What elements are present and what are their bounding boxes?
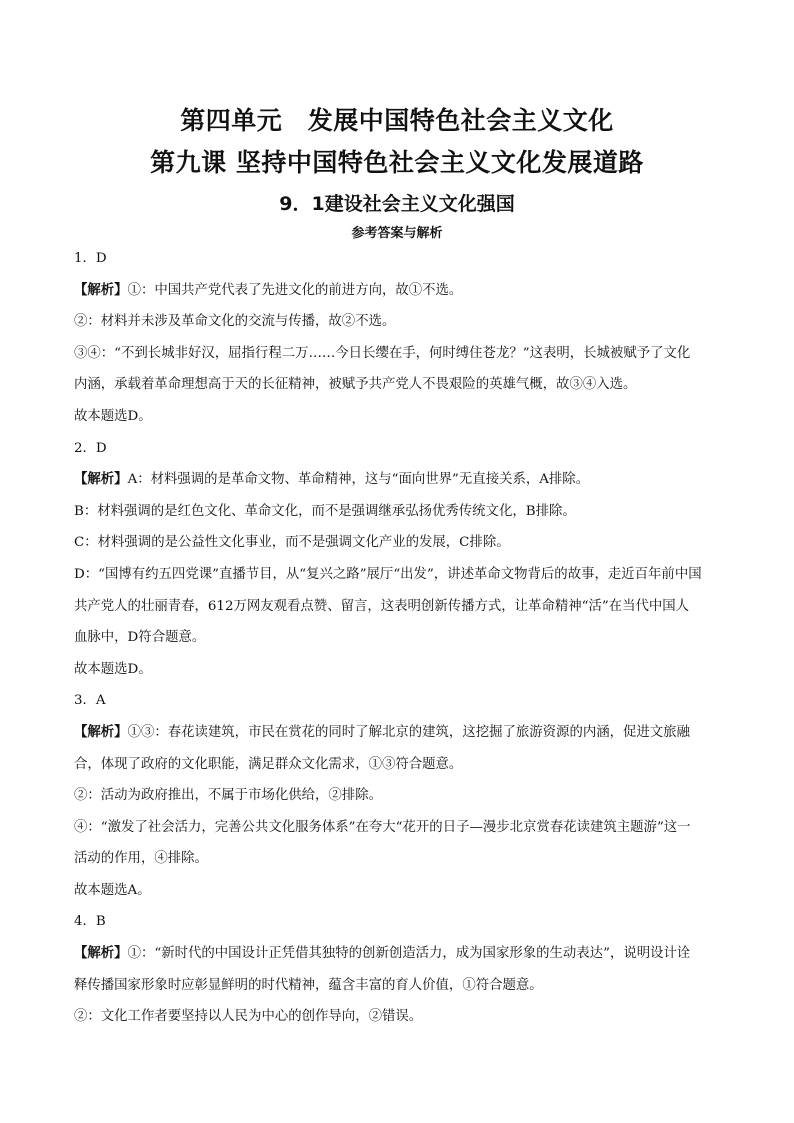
answer-line xyxy=(74,338,724,370)
line-text: 4．B xyxy=(74,914,106,930)
line-text: ①：中国共产党代表了先进文化的前进方向，故①不选。 xyxy=(127,282,463,298)
line-text: 血脉中，D符合题意。 xyxy=(74,630,206,646)
line-text: D：“国博有约五四党课”直播节目，从“复兴之路”展厅“出发”，讲述革命文物背后的故事，走近百年前中国 xyxy=(74,566,702,582)
section-title: 9．1建设社会主义文化强国 xyxy=(279,193,515,215)
answer-line xyxy=(74,749,724,781)
line-text: A：材料强调的是革命文物、革命精神，这与“面向世界”无直接关系，A排除。 xyxy=(127,472,590,488)
line-text: 1．D xyxy=(74,251,107,266)
answer-line xyxy=(74,464,724,496)
line-text: ①：“新时代的中国设计正凭借其独特的创新创造活力，成为国家形象的生动表达”，说明设计诠 xyxy=(127,946,691,962)
line-text: 合，体现了政府的文化职能，满足群众文化需求，①③符合题意。 xyxy=(74,756,463,772)
answer-line xyxy=(74,780,724,812)
line-text: ④：“激发了社会活力，完善公共文化服务体系”在夸大“花开的日子—漫步北京赏春花读建筑主题游”这一 xyxy=(74,819,691,835)
line-text: C：材料强调的是公益性文化事业，而不是强调文化产业的发展，C排除。 xyxy=(74,535,510,551)
answer-line xyxy=(74,243,724,275)
answer-line xyxy=(74,906,724,938)
line-text: ①③：春花读建筑，市民在赏花的同时了解北京的建筑，这挖掘了旅游资源的内涵，促进文旅融 xyxy=(127,724,690,740)
explanation-tag: 【解析】 xyxy=(74,471,128,488)
line-text: 故本题选D。 xyxy=(74,408,152,424)
answer-line xyxy=(74,1001,724,1033)
line-text: 2．D xyxy=(74,440,107,456)
line-text: ③④：“不到长城非好汉，屈指行程二万……今日长缨在手，何时缚住苍龙？”这表明，长城被赋予了文化 xyxy=(74,345,691,361)
answer-line xyxy=(74,654,724,686)
line-text: 活动的作用，④排除。 xyxy=(74,851,208,867)
answer-line xyxy=(74,306,724,338)
line-text: 3．A xyxy=(74,693,106,709)
line-text: 内涵，承载着革命理想高于天的长征精神，被赋予共产党人不畏艰险的英雄气概，故③④入选。 xyxy=(74,377,637,393)
line-text: 共产党人的壮丽青春，612万网友观看点赞、留言，这表明创新传播方式，让革命精神“活”在当代中国人 xyxy=(74,598,690,614)
explanation-tag: 【解析】 xyxy=(74,281,128,298)
answer-line xyxy=(74,622,724,654)
answer-line xyxy=(74,527,724,559)
answer-line xyxy=(74,559,724,591)
explanation-tag: 【解析】 xyxy=(74,945,128,962)
answer-body xyxy=(74,243,724,1033)
line-text: ②：活动为政府推出，不属于市场化供给，②排除。 xyxy=(74,788,382,804)
answer-line xyxy=(74,812,724,844)
answer-line xyxy=(74,496,724,528)
answer-line xyxy=(74,433,724,465)
answer-line xyxy=(74,685,724,717)
explanation-tag: 【解析】 xyxy=(74,723,128,740)
lesson-title: 第九课 坚持中国特色社会主义文化发展道路 xyxy=(150,148,644,177)
line-text: 释传播国家形象时应彰显鲜明的时代精神，蕴含丰富的育人价值，①符合题意。 xyxy=(74,977,543,993)
answer-subtitle: 参考答案与解析 xyxy=(351,226,443,241)
answer-line xyxy=(74,717,724,749)
unit-title: 第四单元 发展中国特色社会主义文化 xyxy=(180,106,614,135)
line-text: 故本题选D。 xyxy=(74,661,152,677)
line-text: ②：文化工作者要坚持以人民为中心的创作导向，②错误。 xyxy=(74,1009,423,1025)
answer-line xyxy=(74,275,724,307)
answer-line xyxy=(74,369,724,401)
answer-line xyxy=(74,970,724,1002)
answer-line xyxy=(74,938,724,970)
answer-line xyxy=(74,875,724,907)
answer-line xyxy=(74,843,724,875)
line-text: B：材料强调的是红色文化、革命文化，而不是强调继承弘扬优秀传统文化，B排除。 xyxy=(74,503,576,519)
line-text: ②：材料并未涉及革命文化的交流与传播，故②不选。 xyxy=(74,314,396,330)
line-text: 故本题选A。 xyxy=(74,882,151,898)
answer-line xyxy=(74,591,724,623)
answer-line xyxy=(74,401,724,433)
